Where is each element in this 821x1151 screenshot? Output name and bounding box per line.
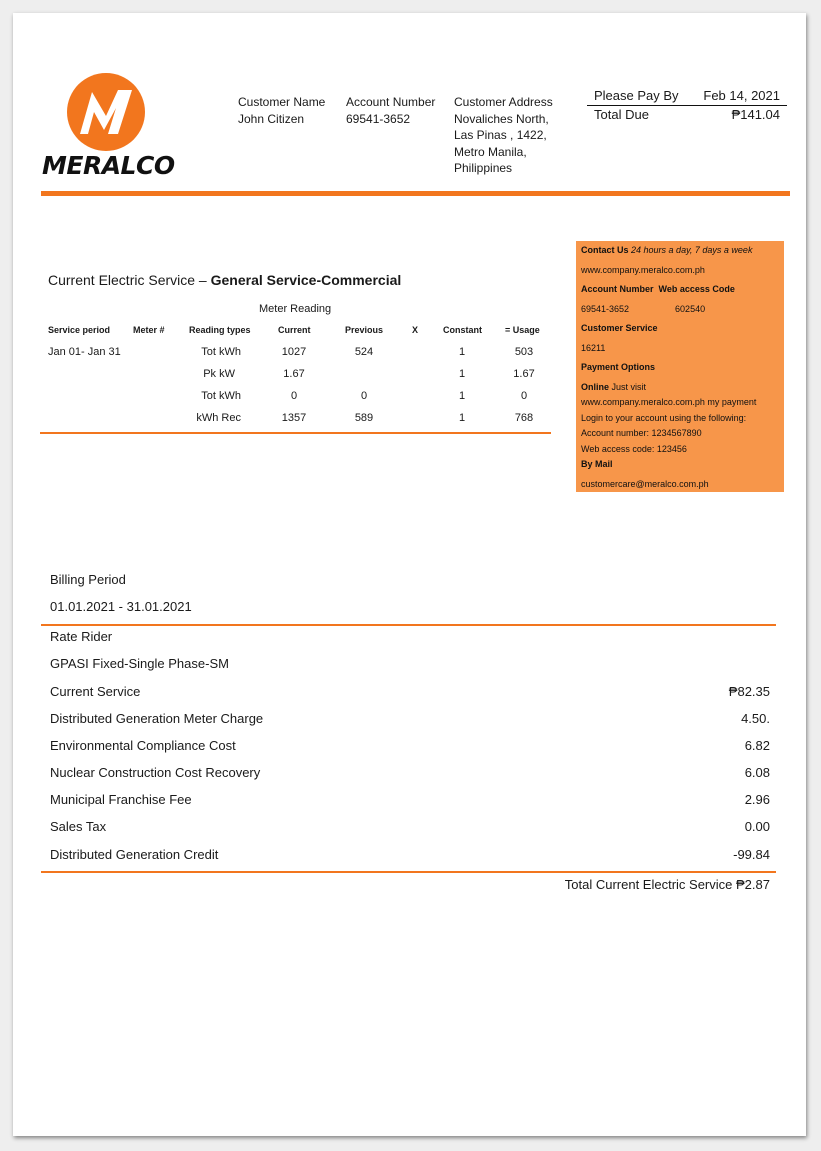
- login-web-access-code: Web access code: 123456: [581, 443, 687, 454]
- reading-previous: 524: [354, 346, 374, 358]
- charge-label: Current Service: [50, 684, 141, 699]
- reading-type: Pk kW: [203, 368, 235, 380]
- billing-period-value: 01.01.2021 - 31.01.2021: [50, 599, 192, 614]
- bill-page: [13, 13, 806, 1136]
- reading-usage: 1.67: [513, 368, 535, 380]
- billing-period-label: Billing Period: [50, 572, 126, 587]
- payment-due-box: [587, 87, 787, 124]
- reading-usage: 503: [514, 346, 534, 358]
- meter-reading-caption: Meter Reading: [259, 303, 332, 315]
- address-line: Las Pinas , 1422,: [454, 128, 547, 142]
- online-text: Just visit: [611, 381, 647, 392]
- brand-name: MERALCO: [42, 151, 175, 180]
- address-line: Philippines: [454, 161, 513, 175]
- reading-constant: 1: [458, 368, 466, 380]
- login-instructions: Login to your account using the following:: [581, 412, 747, 423]
- col-service-period: Service period: [48, 325, 111, 335]
- address-line: Novaliches North,: [454, 111, 549, 126]
- account-number-label: Account Number: [346, 95, 436, 109]
- charge-amount: 4.50.: [741, 711, 770, 726]
- by-mail-label: By Mail: [581, 459, 613, 469]
- service-title-prefix: Current Electric Service –: [48, 272, 207, 288]
- reading-type: kWh Rec: [196, 412, 241, 424]
- charge-label: Distributed Generation Credit: [50, 847, 219, 862]
- contact-us-hours: 24 hours a day, 7 days a week: [631, 245, 753, 255]
- total-current-service: [565, 877, 770, 892]
- contact-us-label: Contact Us: [581, 245, 629, 255]
- charge-amount: 2.96: [744, 792, 770, 807]
- please-pay-by-date: Feb 14, 2021: [703, 88, 780, 103]
- charge-label: Nuclear Construction Cost Recovery: [50, 765, 261, 780]
- address-line: Metro Manila,: [454, 144, 527, 159]
- total-divider: [41, 871, 776, 873]
- customer-name-label: Customer Name: [238, 95, 326, 109]
- customer-address-block: [454, 94, 553, 177]
- contact-website-link[interactable]: www.company.meralco.com.ph: [581, 264, 705, 275]
- reading-usage: 0: [520, 390, 528, 402]
- service-title: [48, 272, 401, 288]
- meralco-logo-icon: [66, 72, 146, 152]
- col-current: Current: [278, 325, 311, 335]
- charge-amount: 0.00: [744, 819, 770, 834]
- customer-name-block: [238, 94, 325, 127]
- reading-current: 0: [290, 390, 298, 402]
- col-constant: Constant: [443, 325, 482, 335]
- reading-constant: 1: [458, 390, 466, 402]
- meter-table-divider: [40, 432, 551, 434]
- reading-constant: 1: [458, 412, 466, 424]
- rate-name: GPASI Fixed-Single Phase-SM: [50, 656, 229, 671]
- total-label: Total Current Electric Service: [564, 877, 733, 892]
- header-divider: [41, 191, 790, 196]
- online-label: Online: [581, 381, 610, 392]
- contact-info-box: [576, 241, 784, 492]
- customer-service-label: Customer Service: [581, 323, 658, 333]
- reading-current: 1357: [281, 412, 307, 424]
- contact-web-access-code-label: Web access Code: [658, 284, 735, 294]
- reading-current: 1027: [281, 346, 307, 358]
- reading-previous: 0: [360, 390, 368, 402]
- customer-service-number: 16211: [581, 342, 606, 353]
- login-account-number: Account number: 1234567890: [581, 428, 702, 438]
- total-amount: ₱2.87: [736, 877, 770, 892]
- customer-care-email-link[interactable]: customercare@meralco.com.ph: [581, 478, 709, 489]
- charge-label: Distributed Generation Meter Charge: [50, 711, 264, 726]
- payment-options-label: Payment Options: [581, 362, 656, 372]
- col-meter-number: Meter #: [133, 325, 165, 335]
- reading-current: 1.67: [283, 368, 305, 380]
- reading-constant: 1: [458, 346, 466, 358]
- customer-name: John Citizen: [238, 111, 305, 126]
- charge-label: Sales Tax: [50, 819, 107, 834]
- contact-web-access-code: 602540: [675, 303, 706, 314]
- online-payment-link[interactable]: www.company.meralco.com.ph my payment: [581, 397, 757, 407]
- account-number-block: [346, 94, 435, 127]
- total-due-label: Total Due: [594, 107, 649, 122]
- col-reading-types: Reading types: [189, 325, 251, 335]
- contact-account-number: 69541-3652: [581, 303, 630, 314]
- charge-amount: 6.08: [744, 765, 770, 780]
- rate-rider-label: Rate Rider: [50, 629, 113, 644]
- customer-address-label: Customer Address: [454, 95, 553, 109]
- reading-usage: 768: [514, 412, 534, 424]
- charge-label: Municipal Franchise Fee: [50, 792, 192, 807]
- service-period-value: Jan 01- Jan 31: [48, 346, 121, 358]
- charge-amount: 6.82: [744, 738, 770, 753]
- billing-divider: [41, 624, 776, 626]
- reading-previous: 589: [354, 412, 374, 424]
- charge-amount: ₱82.35: [728, 684, 770, 699]
- col-x: X: [412, 325, 419, 335]
- col-usage: = Usage: [505, 325, 540, 335]
- contact-account-number-label: Account Number: [581, 284, 654, 294]
- reading-type: Tot kWh: [201, 346, 241, 358]
- please-pay-by-label: Please Pay By: [594, 88, 679, 103]
- total-due-amount: ₱141.04: [731, 107, 780, 122]
- account-number: 69541-3652: [346, 111, 411, 126]
- col-previous: Previous: [345, 325, 384, 335]
- charge-label: Environmental Compliance Cost: [50, 738, 236, 753]
- reading-type: Tot kWh: [201, 390, 241, 402]
- service-type: General Service-Commercial: [210, 272, 402, 288]
- charge-amount: -99.84: [733, 847, 770, 862]
